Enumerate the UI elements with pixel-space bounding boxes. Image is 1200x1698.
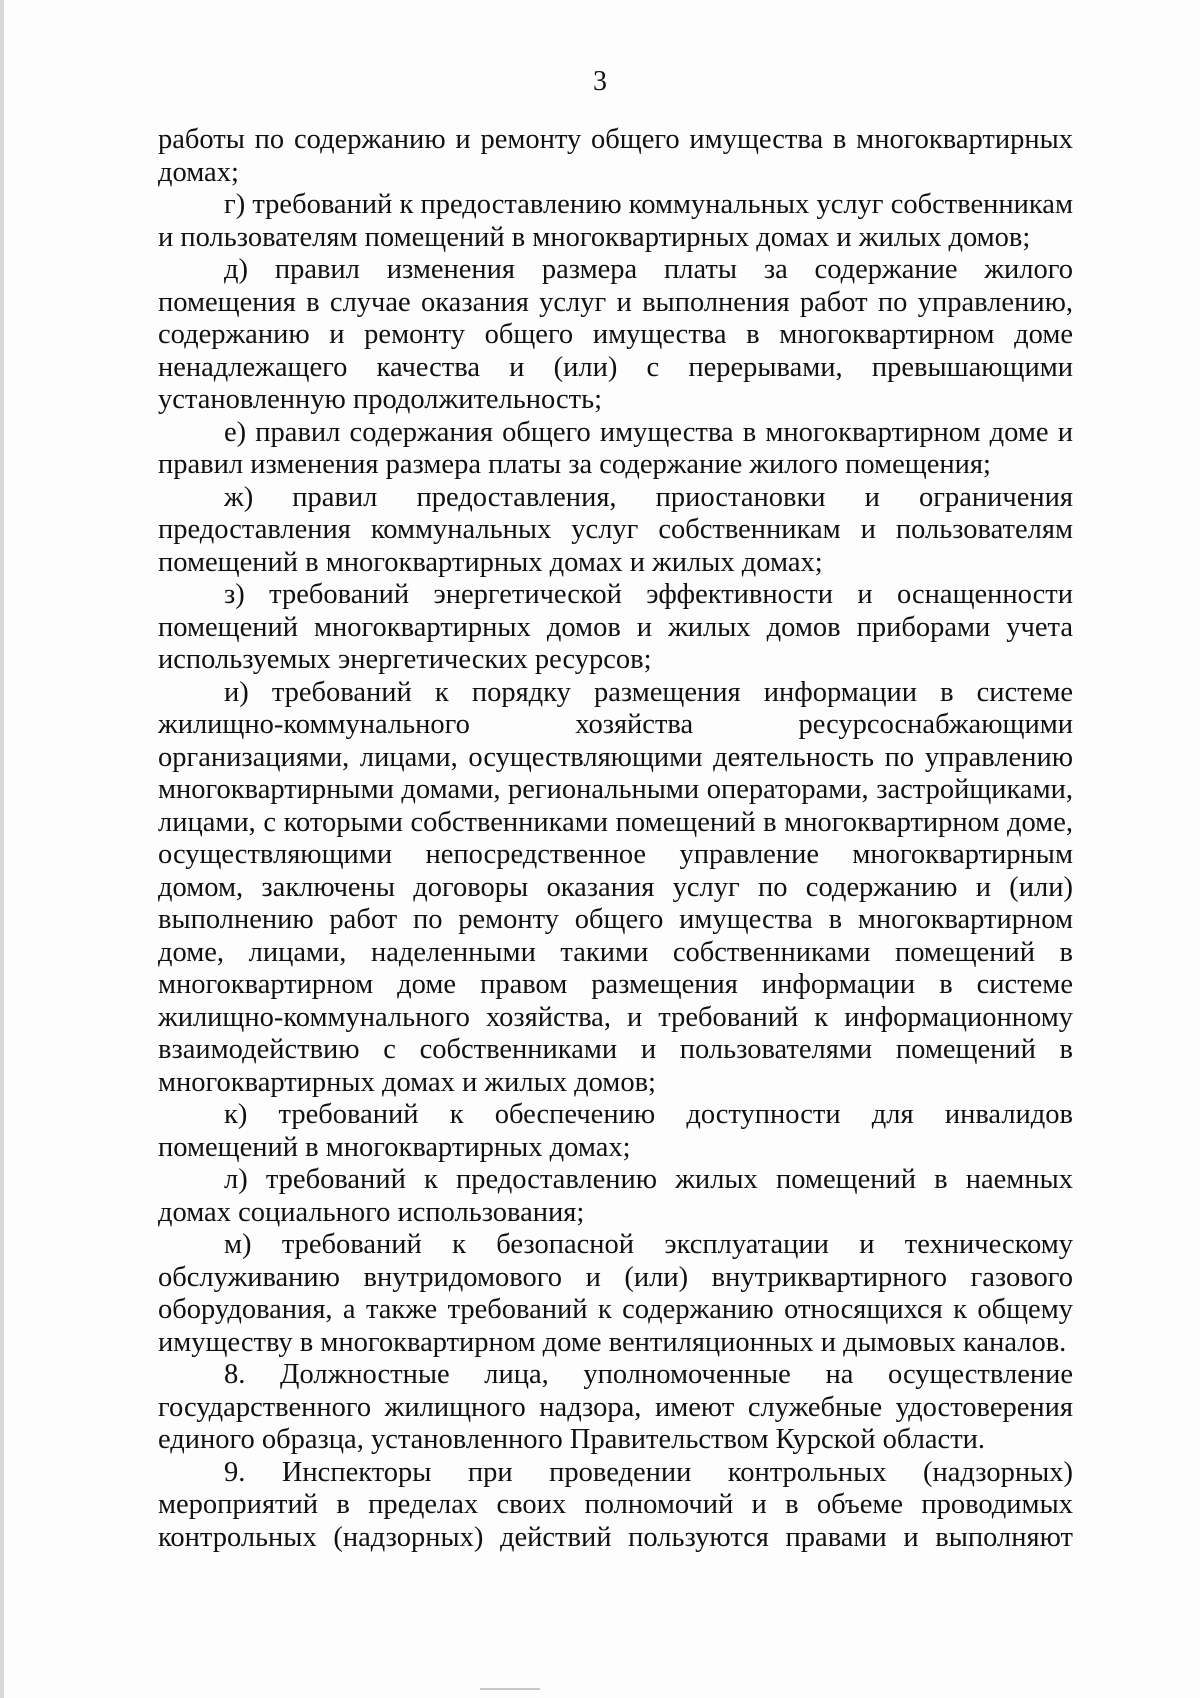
page-left-edge <box>0 0 4 1698</box>
paragraph-section-8: 8. Должностные лица, уполномоченные на осуществление государственного жилищного надзора, имеют служебные удостоверения единого образца, установленного Правительством Курской области. <box>158 1359 1073 1455</box>
paragraph-item-zh: ж) правил предоставления, приостановки и ограничения предоставления коммунальных услуг собственникам и пользователям помещений в многоквартирных домах и жилых домах; <box>158 481 1073 578</box>
scan-artifact-line <box>480 1688 540 1690</box>
paragraph-item-g: г) требований к предоставлению коммунальных услуг собственникам и пользователям помещений в многоквартирных домах и жилых домов; <box>158 189 1073 253</box>
paragraph-item-l: л) требований к предоставлению жилых помещений в наемных домах социального использования; <box>158 1164 1073 1228</box>
paragraph-item-d: д) правил изменения размера платы за содержание жилого помещения в случае оказания услуг и выполнения работ по управлению, содержанию и ремонту общего имущества в многоквартирном доме ненадлежащего качества и (или) с перерывами, превышающими установленную продолжительность; <box>158 254 1073 415</box>
paragraph-item-e: е) правил содержания общего имущества в многоквартирном доме и правил изменения размера платы за содержание жилого помещения; <box>158 416 1073 480</box>
paragraph-section-9: 9. Инспекторы при проведении контрольных (надзорных) мероприятий в пределах своих полномочий и в объеме проводимых контрольных (надзорных) действий пользуются правами и выполняют <box>158 1456 1073 1553</box>
page-number: 3 <box>593 66 607 97</box>
document-body <box>158 124 1073 1554</box>
paragraph-item-i: и) требований к порядку размещения информации в системе жилищно-коммунального хозяйства ресурсоснабжающими организациями, лицами, осуществляющими деятельность по управлению многоквартирными домами, региональными операторами, застройщиками, лицами, с которыми собственниками помещений в многоквартирном доме, осуществляющими непосредственное управление многоквартирным домом, заключены договоры оказания услуг по содержанию и (или) выполнению работ по ремонту общего имущества в многоквартирном доме, лицами, наделенными такими собственниками помещений в многоквартирном доме правом размещения информации в системе жилищно-коммунального хозяйства, и требований к информационному взаимодействию с собственниками и пользователями помещений в многоквартирных домах и жилых домов; <box>158 676 1073 1098</box>
paragraph-item-z: з) требований энергетической эффективности и оснащенности помещений многоквартирных домов и жилых домов приборами учета используемых энергетических ресурсов; <box>158 579 1073 675</box>
paragraph-item-k: к) требований к обеспечению доступности для инвалидов помещений в многоквартирных домах; <box>158 1099 1073 1163</box>
paragraph-continuation: работы по содержанию и ремонту общего имущества в многоквартирных домах; <box>158 124 1073 188</box>
paragraph-item-m: м) требований к безопасной эксплуатации и техническому обслуживанию внутридомового и (или) внутриквартирного газового оборудования, а также требований к содержанию относящихся к общему имуществу в многоквартирном доме вентиляционных и дымовых каналов. <box>158 1229 1073 1358</box>
